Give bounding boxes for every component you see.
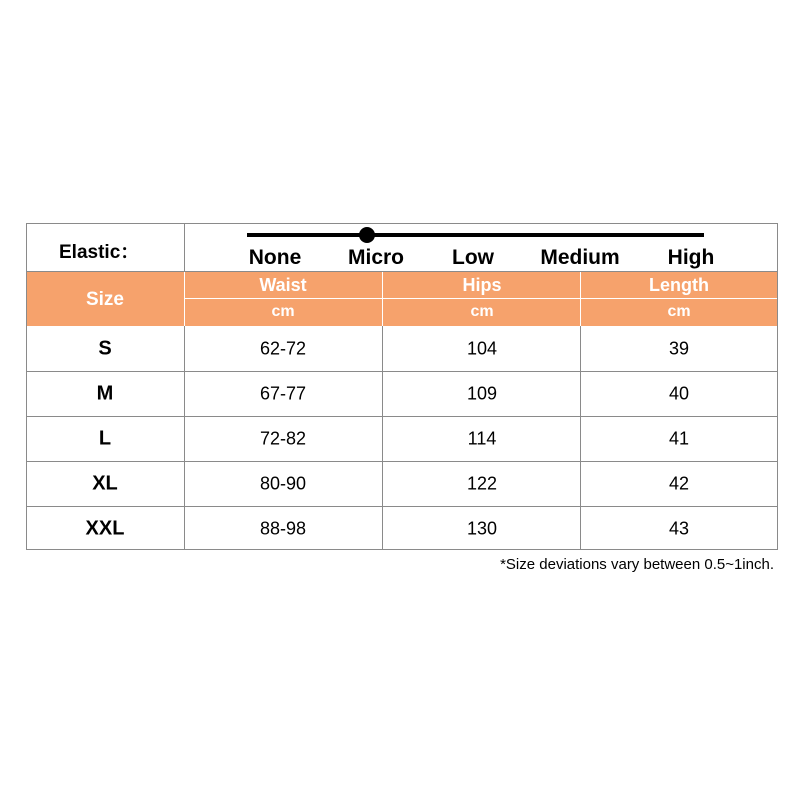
table-row bbox=[27, 461, 777, 506]
table-row bbox=[27, 506, 777, 551]
table-row bbox=[27, 416, 777, 461]
hips-cell: 122 bbox=[466, 473, 498, 493]
waist-cell: 62-72 bbox=[259, 338, 307, 358]
table-row bbox=[27, 371, 777, 416]
waist-cell: 67-77 bbox=[259, 383, 307, 403]
header-size: Size bbox=[85, 289, 125, 310]
elastic-label: Elastic： bbox=[59, 242, 140, 263]
header-unit-divider bbox=[184, 298, 777, 299]
hips-cell: 114 bbox=[467, 428, 497, 448]
elastic-level-low: Low bbox=[452, 246, 494, 269]
size-deviation-note: *Size deviations vary between 0.5~1inch. bbox=[500, 556, 774, 573]
size-chart bbox=[26, 223, 778, 550]
elastic-level-medium: Medium bbox=[540, 246, 620, 269]
waist-cell: 72-82 bbox=[259, 428, 307, 448]
elastic-indicator-dot bbox=[359, 227, 375, 243]
row-divider bbox=[27, 271, 777, 272]
elastic-level-none: None bbox=[248, 246, 302, 269]
size-cell: XL bbox=[92, 472, 118, 494]
length-cell: 41 bbox=[668, 428, 690, 448]
hips-cell: 130 bbox=[466, 518, 498, 538]
elastic-row bbox=[27, 224, 777, 271]
length-cell: 43 bbox=[668, 518, 690, 538]
elastic-scale bbox=[247, 233, 704, 237]
size-cell: S bbox=[98, 337, 112, 359]
table-header bbox=[27, 271, 777, 326]
header-length: Length bbox=[649, 275, 709, 295]
header-waist: Waist bbox=[259, 275, 307, 295]
size-cell: XXL bbox=[85, 517, 125, 539]
header-waist-unit: cm bbox=[271, 303, 295, 320]
header-hips: Hips bbox=[462, 275, 502, 295]
column-divider bbox=[184, 224, 185, 271]
header-length-unit: cm bbox=[667, 303, 691, 320]
header-hips-unit: cm bbox=[470, 303, 494, 320]
length-cell: 42 bbox=[668, 473, 690, 493]
size-cell: M bbox=[96, 382, 114, 404]
elastic-level-high: High bbox=[667, 246, 715, 269]
elastic-level-micro: Micro bbox=[347, 246, 405, 269]
size-cell: L bbox=[98, 427, 112, 449]
hips-cell: 104 bbox=[466, 338, 498, 358]
length-cell: 39 bbox=[668, 338, 690, 358]
length-cell: 40 bbox=[668, 383, 690, 403]
waist-cell: 88-98 bbox=[259, 518, 307, 538]
hips-cell: 109 bbox=[466, 383, 498, 403]
waist-cell: 80-90 bbox=[259, 473, 307, 493]
table-row bbox=[27, 326, 777, 371]
